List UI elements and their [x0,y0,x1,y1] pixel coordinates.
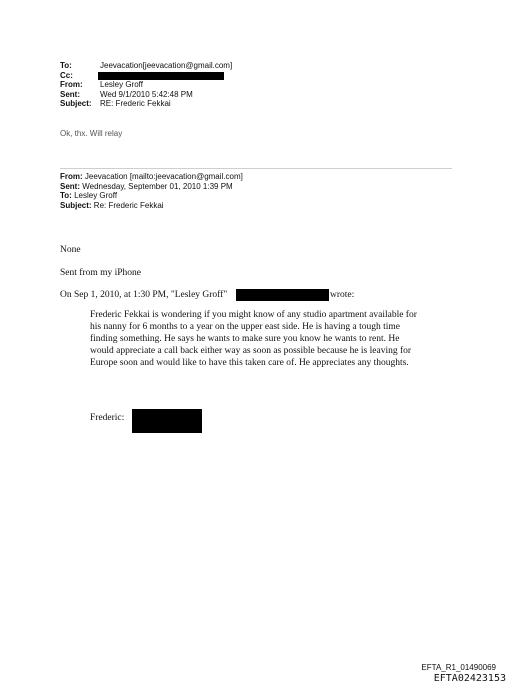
sent-value: Wed 9/1/2010 5:42:48 PM [100,89,193,99]
to-value: Jeevacation[jeevacation@gmail.com] [100,61,233,70]
quoted-subject-row [60,201,440,211]
quoted-sent-value: Wednesday, September 01, 2010 1:39 PM [80,181,233,191]
quoted-subject-label: Subject: [60,200,92,210]
quoted-subject-value: Re: Frederic Fekkai [91,200,164,210]
frederic-redaction [132,409,202,433]
sent-row [60,90,260,100]
subject-row [60,99,260,109]
quoted-to-label: To: [60,191,72,200]
cc-redaction [98,72,224,80]
from-value: Lesley Groff [100,80,143,89]
from-label: From: [60,80,83,89]
wrote-line [60,290,227,300]
body-paragraph: Frederic Fekkai is wondering if you might know of any studio apartment available for his nanny for 6 months to a year on the upper east side. He is having a tough time finding something. He says he wants to make sure you know he wants to rent. He would appreciate a call back either way as soon as possible because he is leaving for Europe soon and would like to have this taken care of. He appreciates any thoughts. [90,310,417,368]
subject-label: Subject: [60,99,92,108]
quoted-from-row [60,172,440,182]
to-label: To: [60,61,72,70]
body-none: None [60,245,81,255]
frederic-label: Frederic: [90,413,125,423]
email-header [60,61,260,111]
wrote-redaction [236,289,329,301]
cc-label: Cc: [60,70,73,80]
quoted-sent-label: Sent: [60,181,80,191]
quoted-from-value: Jeevacation [mailto:jeevacation@gmail.com] [82,172,243,181]
quoted-from-label: From: [60,172,83,181]
footer-bates-1: EFTA_R1_01490069 [421,663,496,672]
to-row [60,61,260,71]
reply-text: Ok, thx. Will relay [60,129,123,138]
quoted-to-value: Lesley Groff [71,191,118,200]
quoted-header [60,172,440,210]
body-signature: Sent from my iPhone [60,268,142,278]
quoted-to-row [60,191,440,201]
from-row [60,80,260,90]
subject-value: RE: Frederic Fekkai [100,99,171,108]
wrote-suffix: wrote: [330,290,355,300]
quoted-sent-row [60,182,440,192]
footer-bates-2: EFTA02423153 [433,673,506,684]
quote-divider [60,168,452,169]
cc-row [60,71,260,81]
sent-label: Sent: [60,89,80,99]
wrote-prefix: On Sep 1, 2010, at 1:30 PM, "Lesley Groff" [60,290,228,300]
